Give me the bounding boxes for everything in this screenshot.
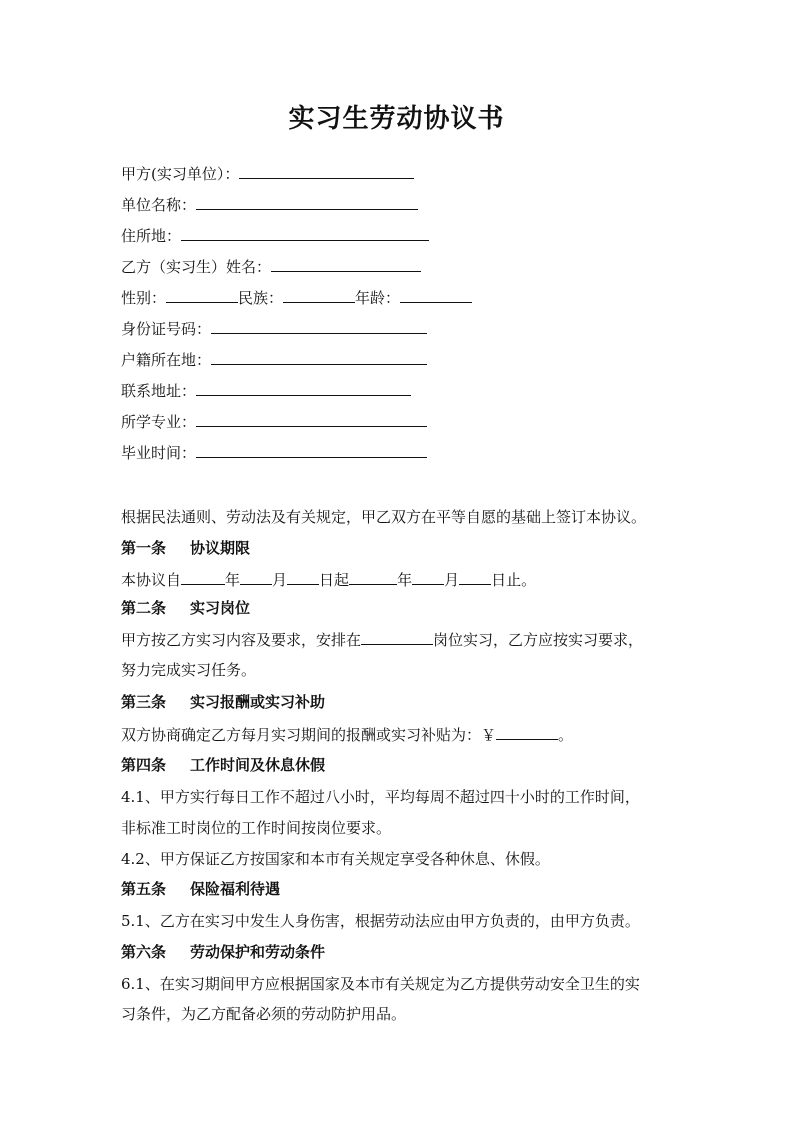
article-5-heading — [121, 879, 280, 899]
blank-line[interactable] — [196, 411, 427, 427]
article-title: 劳动保护和劳动条件 — [190, 943, 326, 961]
field-contact-address — [121, 380, 411, 401]
field-label: 所学专业： — [121, 413, 197, 431]
blank-position[interactable] — [361, 629, 433, 645]
text-span: 甲方按乙方实习内容及要求，安排在 — [121, 631, 362, 649]
article-title: 协议期限 — [190, 539, 251, 557]
field-unit-name — [121, 194, 418, 215]
blank-line[interactable] — [271, 256, 421, 272]
blank-line[interactable] — [239, 163, 414, 179]
field-label: 毕业时间： — [121, 444, 197, 462]
text-span: 年 — [225, 571, 241, 589]
field-label: 住所地： — [121, 227, 182, 245]
blank-line[interactable] — [196, 442, 427, 458]
blank-line[interactable] — [400, 287, 472, 303]
blank-month-to[interactable] — [412, 569, 444, 585]
article-6-clause-1-cont: 习条件，为乙方配备必须的劳动防护用品。 — [121, 1005, 407, 1023]
blank-amount[interactable] — [496, 724, 558, 740]
text-span: 月 — [272, 571, 288, 589]
article-6-heading — [121, 942, 325, 962]
article-number: 第五条 — [121, 880, 167, 898]
article-2-paragraph — [121, 629, 643, 650]
article-number: 第三条 — [121, 693, 167, 711]
text-span: 日起 — [319, 571, 350, 589]
blank-line[interactable] — [166, 287, 238, 303]
page-title: 实习生劳动协议书 — [288, 104, 505, 134]
article-4-clause-1: 4.1、甲方实行每日工作不超过八小时，平均每周不超过四十小时的工作时间， — [121, 788, 640, 806]
text-span: 。 — [558, 726, 574, 744]
article-3-heading — [121, 692, 325, 712]
article-title: 实习岗位 — [190, 599, 251, 617]
article-4-heading — [121, 755, 325, 775]
field-party-a — [121, 163, 414, 184]
field-address — [121, 225, 429, 246]
article-1-heading — [121, 538, 250, 558]
field-label: 甲方(实习单位）： — [121, 165, 240, 183]
article-4-clause-2: 4.2、甲方保证乙方按国家和本市有关规定享受各种休息、休假。 — [121, 850, 550, 868]
field-label: 年龄： — [355, 289, 401, 307]
blank-line[interactable] — [181, 225, 429, 241]
article-4-clause-1-cont: 非标准工时岗位的工作时间按岗位要求。 — [121, 819, 392, 837]
field-household — [121, 349, 427, 370]
field-label: 乙方（实习生）姓名： — [121, 258, 272, 276]
field-label: 民族： — [238, 289, 284, 307]
article-title: 保险福利待遇 — [190, 880, 281, 898]
field-label: 身份证号码： — [121, 320, 212, 338]
article-number: 第六条 — [121, 943, 167, 961]
article-5-clause-1: 5.1、乙方在实习中发生人身伤害，根据劳动法应由甲方负责的，由甲方负责。 — [121, 912, 640, 930]
blank-year-to[interactable] — [349, 569, 397, 585]
field-gender-ethnicity-age — [121, 287, 472, 308]
text-span: 双方协商确定乙方每月实习期间的报酬或实习补贴为：￥ — [121, 726, 497, 744]
field-label: 性别： — [121, 289, 167, 307]
field-label: 户籍所在地： — [121, 351, 212, 369]
article-number: 第一条 — [121, 539, 167, 557]
blank-year-from[interactable] — [181, 569, 225, 585]
blank-line[interactable] — [196, 194, 418, 210]
blank-line[interactable] — [211, 349, 427, 365]
article-number: 第二条 — [121, 599, 167, 617]
intro-paragraph: 根据民法通则、劳动法及有关规定，甲乙双方在平等自愿的基础上签订本协议。 — [121, 508, 647, 526]
article-title: 实习报酬或实习补助 — [190, 693, 326, 711]
article-2-heading — [121, 598, 250, 618]
article-2-paragraph-cont: 努力完成实习任务。 — [121, 661, 257, 679]
blank-month-from[interactable] — [240, 569, 272, 585]
article-3-paragraph — [121, 724, 573, 745]
text-span: 日止。 — [491, 571, 537, 589]
text-span: 年 — [397, 571, 413, 589]
text-span: 本协议自 — [121, 571, 182, 589]
field-major — [121, 411, 427, 432]
blank-line[interactable] — [283, 287, 355, 303]
article-6-clause-1: 6.1、在实习期间甲方应根据国家及本市有关规定为乙方提供劳动安全卫生的实 — [121, 975, 640, 993]
article-1-paragraph — [121, 569, 536, 590]
article-number: 第四条 — [121, 756, 167, 774]
blank-line[interactable] — [211, 318, 427, 334]
field-label: 单位名称： — [121, 196, 197, 214]
blank-line[interactable] — [196, 380, 411, 396]
text-span: 岗位实习，乙方应按实习要求， — [433, 631, 644, 649]
field-party-b-name — [121, 256, 421, 277]
blank-day-to[interactable] — [459, 569, 491, 585]
text-span: 月 — [444, 571, 460, 589]
field-id-number — [121, 318, 427, 339]
article-title: 工作时间及休息休假 — [190, 756, 326, 774]
field-label: 联系地址： — [121, 382, 197, 400]
field-graduation — [121, 442, 427, 463]
blank-day-from[interactable] — [287, 569, 319, 585]
